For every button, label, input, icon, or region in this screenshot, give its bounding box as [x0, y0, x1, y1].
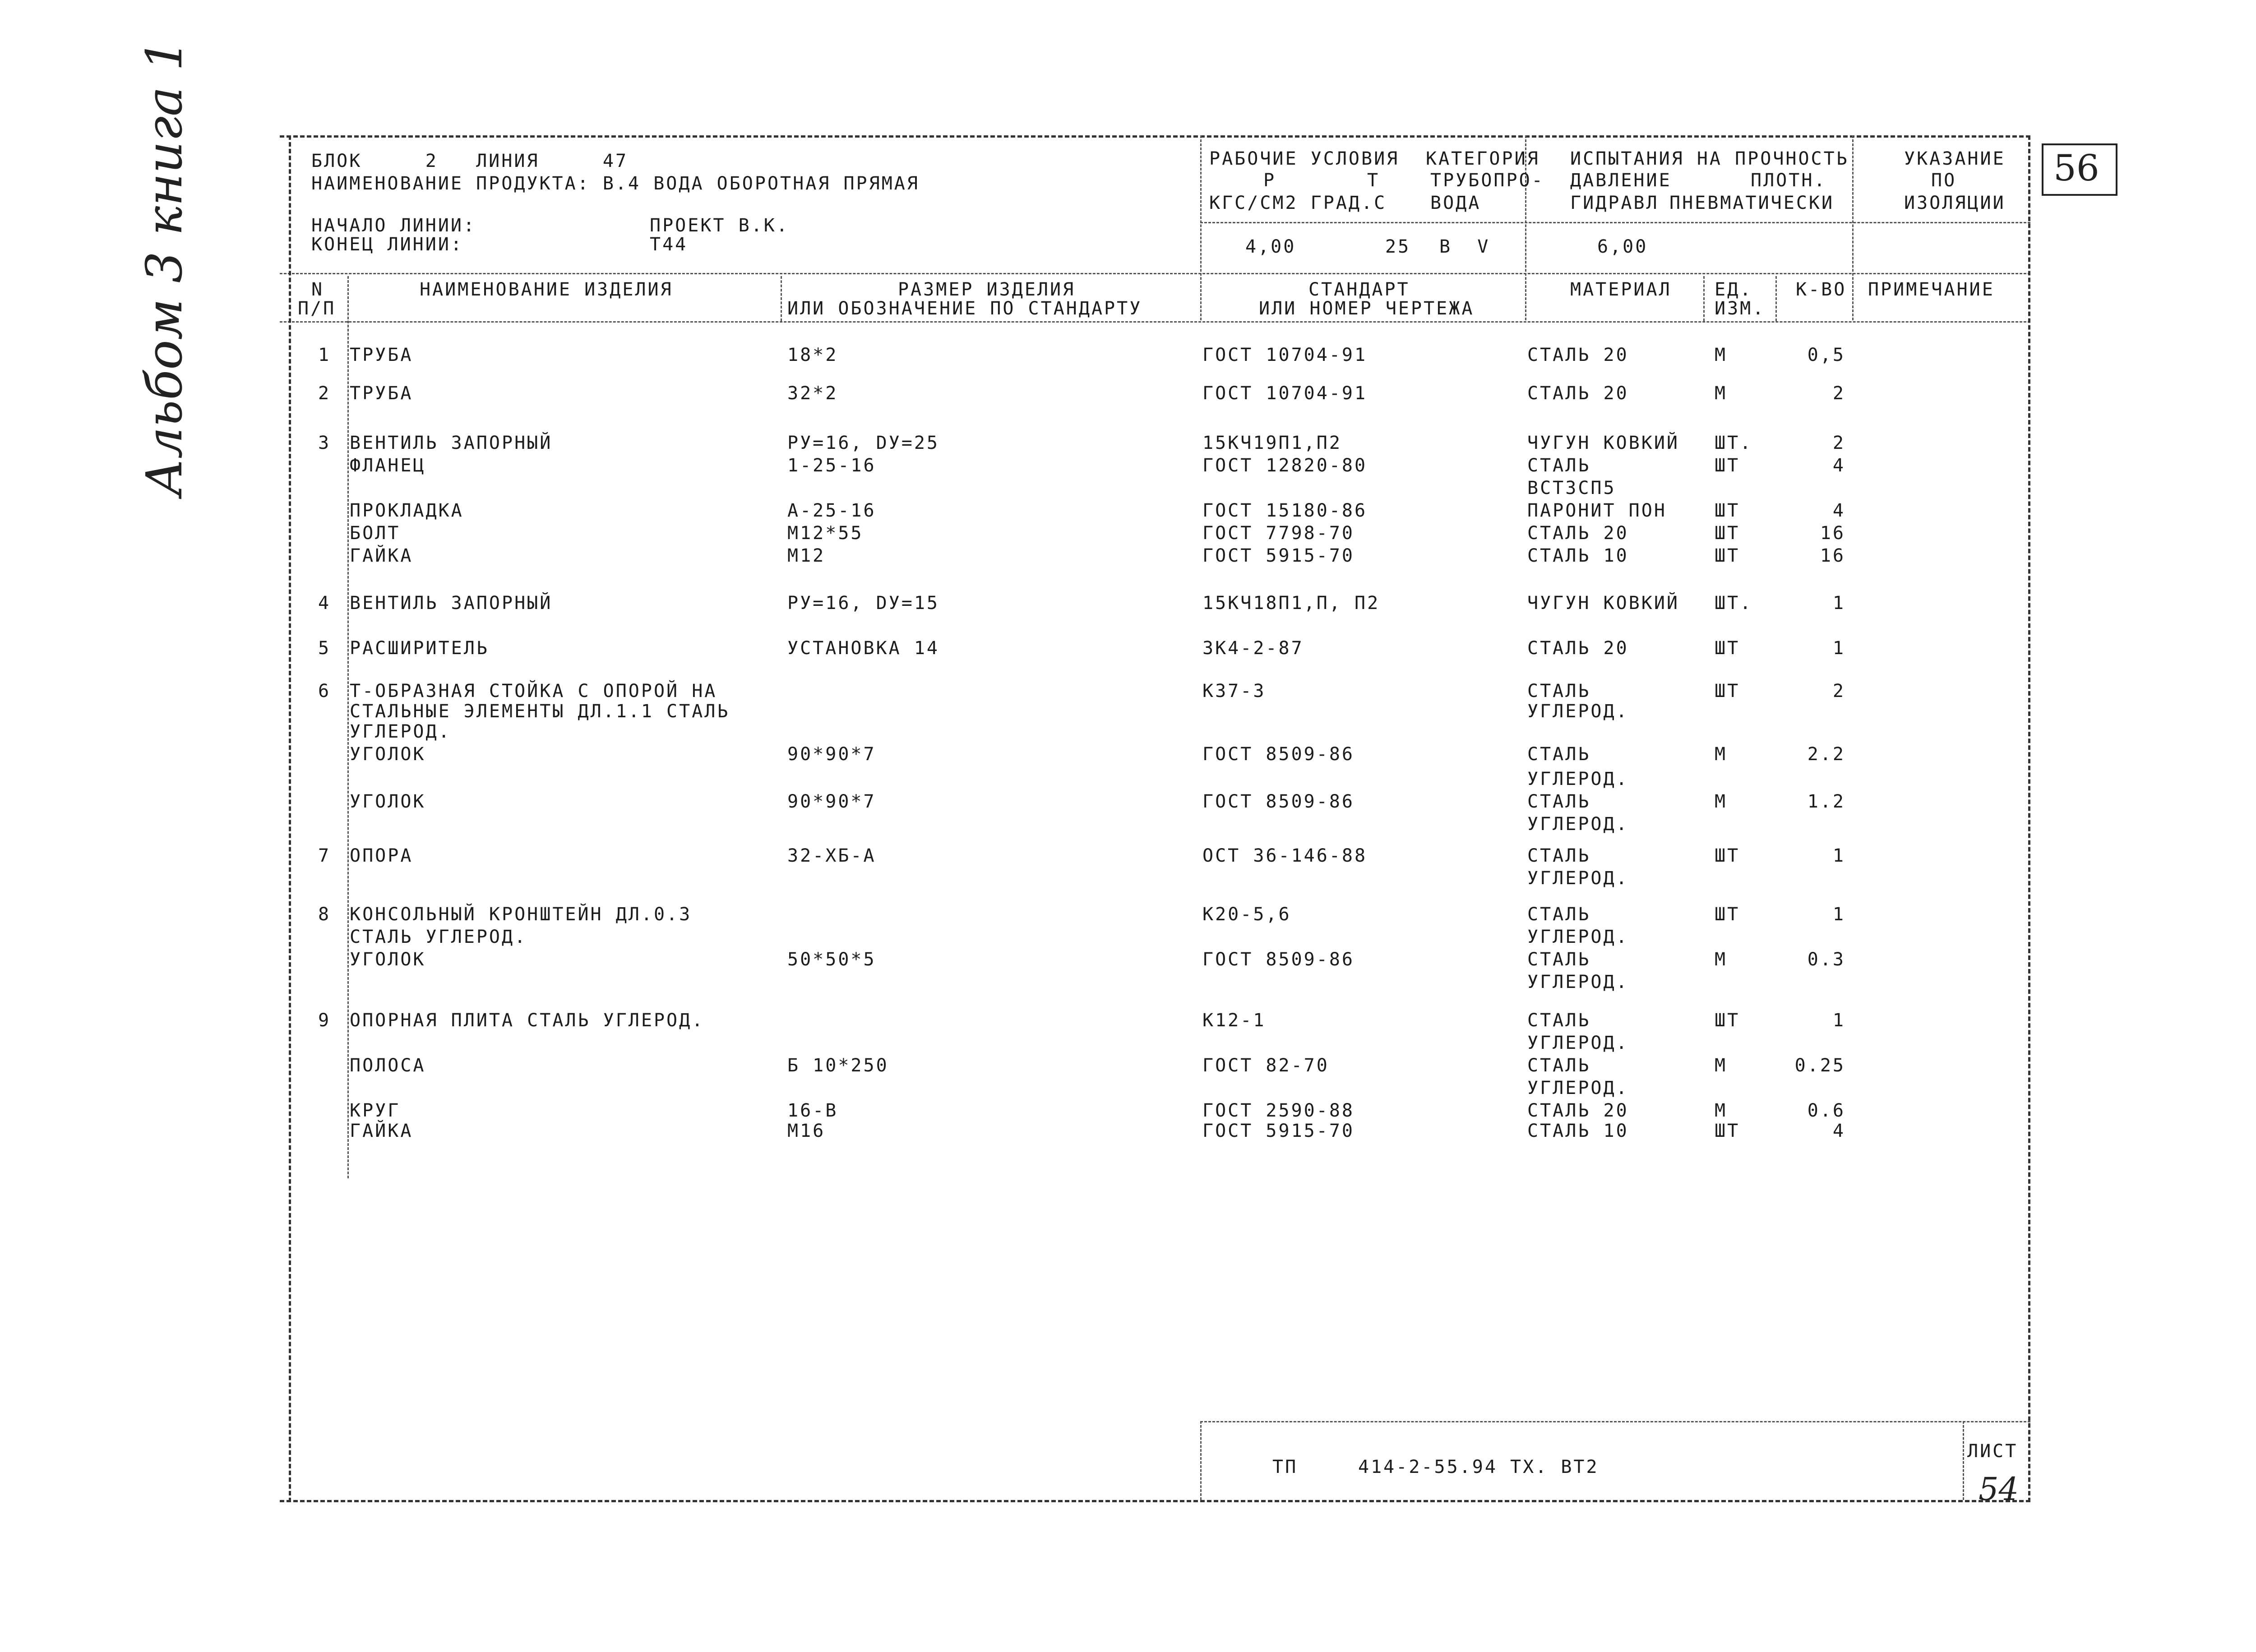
- row-standard: ГОСТ 82-70: [1202, 1055, 1329, 1076]
- cond-t: Т: [1367, 170, 1380, 191]
- row-unit: ШТ: [1715, 638, 1740, 659]
- row-size: М16: [787, 1121, 826, 1141]
- row-quantity: 16: [1820, 523, 1845, 544]
- row-material: СТАЛЬ 20: [1527, 383, 1629, 404]
- row-standard: 15КЧ19П1,П2: [1202, 433, 1342, 453]
- row-name: УГОЛОК: [350, 744, 426, 765]
- row-material: УГЛЕРОД.: [1527, 814, 1629, 835]
- row-quantity: 1.2: [1807, 791, 1845, 812]
- frame-header-bottom: [280, 273, 2030, 274]
- row-standard: ГОСТ 8509-86: [1202, 744, 1355, 765]
- row-name: ФЛАНЕЦ: [350, 455, 426, 476]
- row-number: 1: [318, 345, 331, 365]
- stamp-left: [1200, 1421, 1202, 1500]
- row-size: РУ=16, DУ=25: [787, 433, 939, 453]
- cond-units: КГС/СМ2 ГРАД.С: [1209, 193, 1387, 213]
- row-size: 90*90*7: [787, 791, 876, 812]
- row-material: УГЛЕРОД.: [1527, 1033, 1629, 1053]
- row-name: УГОЛОК: [350, 791, 426, 812]
- row-quantity: 1: [1832, 1010, 1845, 1031]
- row-size: 16-В: [787, 1100, 838, 1121]
- cond-val-t: 25: [1385, 236, 1411, 257]
- col-qty: К-ВО: [1796, 279, 1847, 300]
- row-size: М12*55: [787, 523, 864, 544]
- row-standard: ГОСТ 8509-86: [1202, 791, 1355, 812]
- col-num: N: [311, 279, 324, 300]
- row-material: СТАЛЬ: [1527, 1010, 1591, 1031]
- row-size: 90*90*7: [787, 744, 876, 765]
- col-sep-num: [347, 276, 349, 1178]
- col-mat: МАТЕРИАЛ: [1570, 279, 1672, 300]
- col-note: ПРИМЕЧАНИЕ: [1868, 279, 1995, 300]
- row-number: 3: [318, 433, 331, 453]
- col-unit: ЕД.: [1715, 279, 1753, 300]
- row-material: СТАЛЬ: [1527, 791, 1591, 812]
- cond-pneumatic: ПНЕВМАТИЧЕСКИ: [1669, 193, 1835, 213]
- row-name: КРУГ: [350, 1100, 401, 1121]
- footer-sheet-label: ЛИСТ: [1967, 1441, 2018, 1462]
- row-name: ПОЛОСА: [350, 1055, 426, 1076]
- row-unit: ШТ: [1715, 545, 1740, 566]
- row-size: 50*50*5: [787, 949, 876, 970]
- row-number: 9: [318, 1010, 331, 1031]
- row-material: СТАЛЬ 20: [1527, 638, 1629, 659]
- row-size: Б 10*250: [787, 1055, 889, 1076]
- cond-work-title: РАБОЧИЕ УСЛОВИЯ: [1209, 148, 1400, 169]
- row-standard: К20-5,6: [1202, 904, 1291, 925]
- cond-cat3: ВОДА: [1430, 193, 1481, 213]
- row-standard: ГОСТ 8509-86: [1202, 949, 1355, 970]
- col-size: РАЗМЕР ИЗДЕЛИЯ: [898, 279, 1076, 300]
- header-project: ПРОЕКТ В.К.: [650, 215, 789, 236]
- row-size: 18*2: [787, 345, 838, 365]
- cond-iso-title: УКАЗАНИЕ: [1904, 148, 2006, 169]
- cond-cat2: ТРУБОПРО-: [1430, 170, 1544, 191]
- cond-test-title: ИСПЫТАНИЯ НА ПРОЧНОСТЬ: [1570, 148, 1849, 169]
- row-unit: ШТ: [1715, 845, 1740, 866]
- col-sep-size: [1200, 135, 1202, 320]
- row-unit: ШТ: [1715, 904, 1740, 925]
- footer-sheet-number: 54: [1979, 1471, 2019, 1508]
- cond-density: ПЛОТН.: [1751, 170, 1827, 191]
- row-standard: ГОСТ 5915-70: [1202, 545, 1355, 566]
- row-standard: ГОСТ 2590-88: [1202, 1100, 1355, 1121]
- row-unit: М: [1715, 791, 1728, 812]
- row-quantity: 1: [1832, 638, 1845, 659]
- row-material: СТАЛЬ: [1527, 904, 1591, 925]
- header-block: БЛОК 2 ЛИНИЯ 47: [311, 151, 629, 171]
- row-quantity: 4: [1832, 500, 1845, 521]
- row-material: УГЛЕРОД.: [1527, 769, 1629, 789]
- row-unit: М: [1715, 383, 1728, 404]
- row-name: ВЕНТИЛЬ ЗАПОРНЫЙ: [350, 433, 553, 453]
- footer-doc: 414-2-55.94 ТХ. ВТ2: [1358, 1457, 1599, 1477]
- row-material: СТАЛЬ 20: [1527, 523, 1629, 544]
- row-quantity: 0.6: [1807, 1100, 1845, 1121]
- row-standard: 15КЧ18П1,П, П2: [1202, 593, 1380, 614]
- cond-iso3: ИЗОЛЯЦИИ: [1904, 193, 2006, 213]
- row-unit: ШТ.: [1715, 593, 1753, 614]
- col-sep-mat: [1703, 276, 1705, 321]
- row-number: 7: [318, 845, 331, 866]
- row-quantity: 1: [1832, 904, 1845, 925]
- row-material: СТАЛЬ: [1527, 1055, 1591, 1076]
- row-number: 8: [318, 904, 331, 925]
- row-name: КОНСОЛЬНЫЙ КРОНШТЕЙН ДЛ.0.3: [350, 904, 692, 925]
- col-name: НАИМЕНОВАНИЕ ИЗДЕЛИЯ: [420, 279, 673, 300]
- row-standard: ГОСТ 15180-86: [1202, 500, 1368, 521]
- row-material: СТАЛЬ: [1527, 744, 1591, 765]
- frame-bottom: [280, 1500, 2030, 1502]
- row-unit: ШТ.: [1715, 433, 1753, 453]
- row-material: СТАЛЬ 10: [1527, 545, 1629, 566]
- row-unit: ШТ: [1715, 681, 1740, 701]
- row-size: А-25-16: [787, 500, 876, 521]
- stamp-top: [1200, 1421, 2030, 1422]
- row-name: БОЛТ: [350, 523, 401, 544]
- col-sep-name: [781, 276, 782, 321]
- cond-pressure: ДАВЛЕНИЕ: [1570, 170, 1672, 191]
- row-material: СТАЛЬ 10: [1527, 1121, 1629, 1141]
- cond-hydraulic: ГИДРАВЛ: [1570, 193, 1659, 213]
- row-unit: М: [1715, 949, 1728, 970]
- row-unit: М: [1715, 1100, 1728, 1121]
- row-standard: К12-1: [1202, 1010, 1266, 1031]
- row-unit: ШТ: [1715, 523, 1740, 544]
- col-unit2: ИЗМ.: [1715, 298, 1766, 319]
- row-number: 6: [318, 681, 331, 701]
- page-stamp: [2042, 143, 2117, 196]
- cond-p: Р: [1263, 170, 1276, 191]
- row-quantity: 16: [1820, 545, 1845, 566]
- row-name: Т-ОБРАЗНАЯ СТОЙКА С ОПОРОЙ НА: [350, 681, 717, 701]
- col-sep-unit: [1775, 276, 1777, 321]
- frame-colheader-bottom: [280, 321, 2030, 323]
- row-name: ВЕНТИЛЬ ЗАПОРНЫЙ: [350, 593, 553, 614]
- row-quantity: 1: [1832, 593, 1845, 614]
- row-quantity: 2: [1832, 681, 1845, 701]
- row-unit: ШТ: [1715, 455, 1740, 476]
- row-material: ЧУГУН КОВКИЙ: [1527, 593, 1679, 614]
- row-unit: ШТ: [1715, 500, 1740, 521]
- row-quantity: 0.25: [1794, 1055, 1845, 1076]
- row-standard: ОСТ 36-146-88: [1202, 845, 1368, 866]
- row-material: УГЛЕРОД.: [1527, 927, 1629, 947]
- row-standard: К37-3: [1202, 681, 1266, 701]
- row-quantity: 2: [1832, 433, 1845, 453]
- row-material: СТАЛЬ: [1527, 949, 1591, 970]
- page-stamp-number: 56: [2053, 147, 2099, 189]
- row-material: СТАЛЬ: [1527, 681, 1591, 701]
- header-product: НАИМЕНОВАНИЕ ПРОДУКТА: В.4 ВОДА ОБОРОТНАЯ ПРЯМАЯ: [311, 173, 920, 194]
- row-quantity: 2: [1832, 383, 1845, 404]
- row-size: 1-25-16: [787, 455, 876, 476]
- row-name: СТАЛЬ УГЛЕРОД.: [350, 927, 527, 947]
- cond-iso2: ПО: [1931, 170, 1957, 191]
- frame-header-mid: [1200, 222, 2030, 223]
- header-line-end: КОНЕЦ ЛИНИИ:: [311, 234, 463, 255]
- col-num2: П/П: [298, 298, 336, 319]
- row-size: 32-ХБ-А: [787, 845, 876, 866]
- row-material: СТАЛЬ 20: [1527, 345, 1629, 365]
- row-standard: ГОСТ 7798-70: [1202, 523, 1355, 544]
- row-unit: М: [1715, 744, 1728, 765]
- row-material: ПАРОНИТ ПОН: [1527, 500, 1667, 521]
- row-unit: М: [1715, 1055, 1728, 1076]
- row-unit: М: [1715, 345, 1728, 365]
- row-standard: ГОСТ 12820-80: [1202, 455, 1368, 476]
- row-standard: ГОСТ 5915-70: [1202, 1121, 1355, 1141]
- row-material: ЧУГУН КОВКИЙ: [1527, 433, 1679, 453]
- row-standard: ГОСТ 10704-91: [1202, 383, 1368, 404]
- row-name: ОПОРНАЯ ПЛИТА СТАЛЬ УГЛЕРОД.: [350, 1010, 705, 1031]
- row-size: РУ=16, DУ=15: [787, 593, 939, 614]
- row-quantity: 0.3: [1807, 949, 1845, 970]
- header-line-start: НАЧАЛО ЛИНИИ:: [311, 215, 476, 236]
- row-size: УСТАНОВКА 14: [787, 638, 939, 659]
- row-material: УГЛЕРОД.: [1527, 972, 1629, 992]
- cond-val-p: 4,00: [1245, 236, 1296, 257]
- row-number: 5: [318, 638, 331, 659]
- row-standard: 3К4-2-87: [1202, 638, 1304, 659]
- row-quantity: 2.2: [1807, 744, 1845, 765]
- row-name: РАСШИРИТЕЛЬ: [350, 638, 489, 659]
- row-name: ТРУБА: [350, 345, 413, 365]
- row-size: 32*2: [787, 383, 838, 404]
- row-quantity: 1: [1832, 845, 1845, 866]
- row-material: СТАЛЬ 20: [1527, 1100, 1629, 1121]
- col-sep-qty: [1852, 135, 1854, 320]
- header-end-code: Т44: [650, 234, 688, 255]
- col-size2: ИЛИ ОБОЗНАЧЕНИЕ ПО СТАНДАРТУ: [787, 298, 1142, 319]
- row-quantity: 4: [1832, 1121, 1845, 1141]
- row-name: УГЛЕРОД.: [350, 721, 451, 742]
- row-material: УГЛЕРОД.: [1527, 1078, 1629, 1098]
- row-unit: ШТ: [1715, 1121, 1740, 1141]
- row-quantity: 0,5: [1807, 345, 1845, 365]
- row-name: УГОЛОК: [350, 949, 426, 970]
- row-name: ТРУБА: [350, 383, 413, 404]
- row-unit: ШТ: [1715, 1010, 1740, 1031]
- cond-val-cat: В V: [1439, 236, 1490, 257]
- row-name: СТАЛЬНЫЕ ЭЛЕМЕНТЫ ДЛ.1.1 СТАЛЬ: [350, 701, 730, 722]
- row-material: СТАЛЬ: [1527, 455, 1591, 476]
- row-standard: ГОСТ 10704-91: [1202, 345, 1368, 365]
- stamp-sheet-left: [1963, 1421, 1964, 1500]
- row-material: ВСТ3СП5: [1527, 478, 1616, 498]
- cond-val-test: 6,00: [1597, 236, 1648, 257]
- frame-right: [2028, 135, 2030, 1502]
- side-note: Альбом 3 книга 1: [135, 39, 193, 496]
- row-name: ГАЙКА: [350, 545, 413, 566]
- cond-cat-title: КАТЕГОРИЯ: [1426, 148, 1540, 169]
- row-material: УГЛЕРОД.: [1527, 868, 1629, 889]
- row-name: ГАЙКА: [350, 1121, 413, 1141]
- row-number: 2: [318, 383, 331, 404]
- footer-tp: ТП: [1272, 1457, 1298, 1477]
- row-name: ПРОКЛАДКА: [350, 500, 464, 521]
- row-number: 4: [318, 593, 331, 614]
- row-quantity: 4: [1832, 455, 1845, 476]
- row-material: СТАЛЬ: [1527, 845, 1591, 866]
- col-std: СТАНДАРТ: [1308, 279, 1410, 300]
- col-std2: ИЛИ НОМЕР ЧЕРТЕЖА: [1259, 298, 1475, 319]
- row-material: УГЛЕРОД.: [1527, 701, 1629, 722]
- row-name: ОПОРА: [350, 845, 413, 866]
- row-size: М12: [787, 545, 826, 566]
- frame-left: [289, 135, 291, 1502]
- frame-top: [280, 135, 2030, 138]
